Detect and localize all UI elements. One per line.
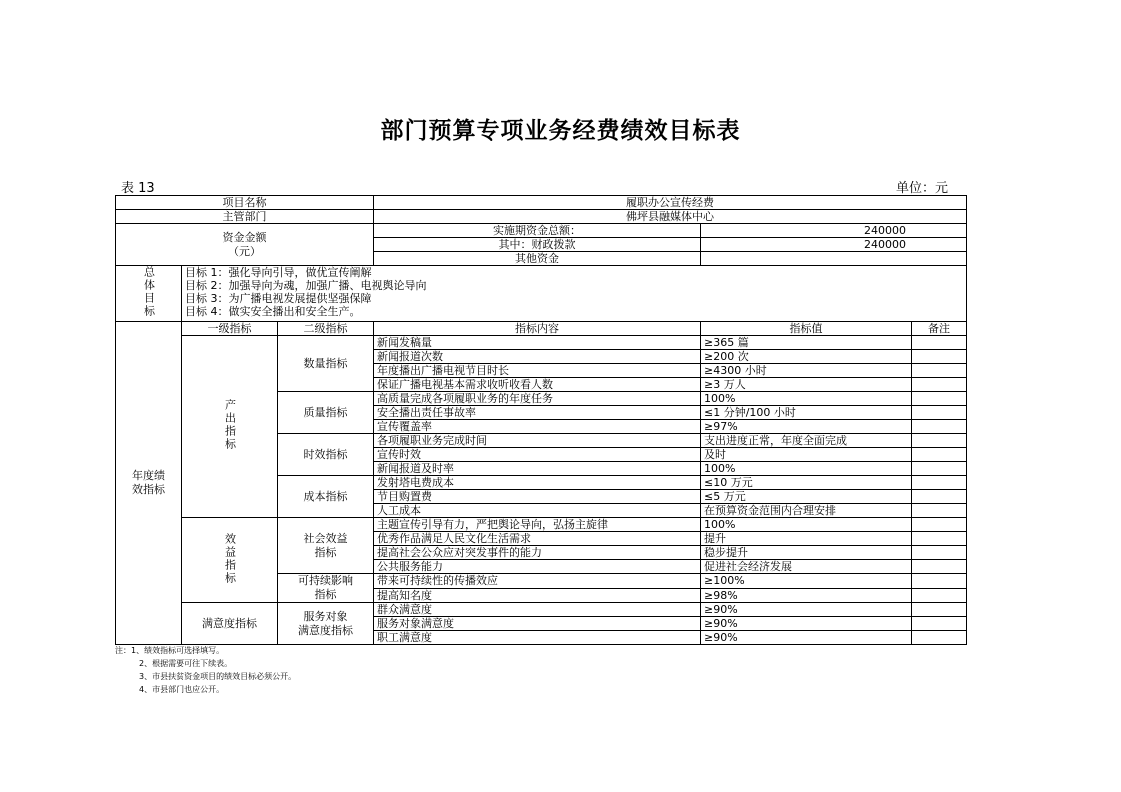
remark-cell	[912, 617, 967, 631]
indicator-content: 服务对象满意度	[374, 617, 701, 631]
remark-cell	[912, 392, 967, 406]
goal-4: 目标 4：做实安全播出和安全生产。	[185, 305, 361, 318]
indicator-content: 公共服务能力	[374, 560, 701, 574]
overall-label-cell	[116, 266, 182, 322]
header-level1: 一级指标	[182, 322, 278, 336]
output-label: 产出指标	[223, 399, 237, 451]
project-label: 项目名称	[116, 196, 374, 210]
indicator-value: 100%	[701, 518, 912, 532]
indicator-value: ≥365 篇	[701, 336, 912, 350]
funds-label	[116, 224, 374, 266]
indicator-value: ≥4300 小时	[701, 364, 912, 378]
dept-row	[116, 210, 967, 224]
remark-cell	[912, 603, 967, 617]
satisfaction-label: 满意度指标	[182, 603, 278, 645]
cost-label: 成本指标	[278, 476, 374, 518]
indicator-content: 人工成本	[374, 504, 701, 518]
goal-2: 目标 2：加强导向为魂，加强广播、电视舆论导向	[185, 279, 427, 292]
indicator-content: 发射塔电费成本	[374, 476, 701, 490]
timeliness-label: 时效指标	[278, 434, 374, 476]
remark-cell	[912, 476, 967, 490]
indicator-content: 节目购置费	[374, 490, 701, 504]
goal-3: 目标 3：为广播电视发展提供坚强保障	[185, 292, 372, 305]
funds-other-value	[701, 252, 967, 266]
annual-label: 年度绩效指标	[132, 469, 165, 496]
funds-row	[116, 224, 967, 238]
unit-label: 单位：元	[896, 181, 949, 196]
indicator-content: 提高知名度	[374, 588, 701, 603]
dept-value: 佛坪县融媒体中心	[374, 210, 967, 224]
remark-cell	[912, 420, 967, 434]
indicator-value: ≤5 万元	[701, 490, 912, 504]
output-label-cell	[182, 336, 278, 518]
sustain-label	[278, 574, 374, 603]
quality-label: 质量指标	[278, 392, 374, 434]
indicator-content: 保证广播电视基本需求收听收看人数	[374, 378, 701, 392]
benefit-label: 效益指标	[223, 532, 237, 585]
remark-cell	[912, 574, 967, 589]
header-level2: 二级指标	[278, 322, 374, 336]
funds-other-label: 其他资金	[374, 252, 701, 266]
remark-cell	[912, 378, 967, 392]
remark-cell	[912, 350, 967, 364]
header-content: 指标内容	[374, 322, 701, 336]
indicator-value: ≥90%	[701, 617, 912, 631]
indicator-value: 100%	[701, 392, 912, 406]
overall-goals-row	[116, 266, 967, 322]
overall-label: 总体目标	[142, 266, 156, 318]
indicator-content: 提高社会公众应对突发事件的能力	[374, 546, 701, 560]
header-value: 指标值	[701, 322, 912, 336]
footnote: 2、根据需要可往下续表。	[139, 659, 233, 668]
project-value: 履职办公宣传经费	[374, 196, 967, 210]
indicator-value: 提升	[701, 532, 912, 546]
remark-cell	[912, 560, 967, 574]
indicator-content: 群众满意度	[374, 603, 701, 617]
funds-fiscal-label: 其中：财政拨款	[374, 238, 701, 252]
indicator-value: 稳步提升	[701, 546, 912, 560]
quantity-label: 数量指标	[278, 336, 374, 392]
indicator-value: 在预算资金范围内合理安排	[701, 504, 912, 518]
table-row	[116, 518, 967, 532]
header-remark: 备注	[912, 322, 967, 336]
annual-label-cell	[116, 322, 182, 645]
indicator-value: 及时	[701, 448, 912, 462]
satisfaction-sub-line2: 满意度指标	[298, 623, 353, 637]
indicator-value: ≥90%	[701, 603, 912, 617]
footnote: 3、市县扶贫资金项目的绩效目标必须公开。	[139, 672, 297, 681]
remark-cell	[912, 546, 967, 560]
indicator-content: 优秀作品满足人民文化生活需求	[374, 532, 701, 546]
header-row	[116, 322, 967, 336]
indicator-value: ≥97%	[701, 420, 912, 434]
funds-fiscal-value: 240000	[701, 238, 967, 252]
remark-cell	[912, 364, 967, 378]
indicator-content: 新闻报道次数	[374, 350, 701, 364]
table-row	[116, 336, 967, 350]
remark-cell	[912, 434, 967, 448]
remark-cell	[912, 448, 967, 462]
indicator-content: 宣传时效	[374, 448, 701, 462]
footnote: 4、市县部门也应公开。	[139, 685, 225, 694]
indicator-value: ≥98%	[701, 588, 912, 603]
remark-cell	[912, 631, 967, 645]
footnotes	[115, 644, 296, 696]
indicator-value: 支出进度正常，年度全面完成	[701, 434, 912, 448]
indicator-content: 各项履职业务完成时间	[374, 434, 701, 448]
footnote: 注：1、绩效指标可选择填写。	[115, 646, 225, 655]
indicator-content: 安全播出责任事故率	[374, 406, 701, 420]
social-label-line1: 社会效益	[303, 531, 348, 545]
remark-cell	[912, 490, 967, 504]
social-label-line2: 指标	[314, 545, 337, 559]
indicator-value: ≤10 万元	[701, 476, 912, 490]
indicator-content: 新闻发稿量	[374, 336, 701, 350]
indicator-value: 促进社会经济发展	[701, 560, 912, 574]
indicator-value: ≥3 万人	[701, 378, 912, 392]
satisfaction-sub-line1: 服务对象	[303, 609, 348, 623]
indicator-value: ≤1 分钟/100 小时	[701, 406, 912, 420]
indicator-value: ≥90%	[701, 631, 912, 645]
indicator-content: 职工满意度	[374, 631, 701, 645]
indicator-value: ≥200 次	[701, 350, 912, 364]
social-label	[278, 518, 374, 574]
indicator-content: 主题宣传引导有力，严把舆论导向，弘扬主旋律	[374, 518, 701, 532]
funds-total-value: 240000	[701, 224, 967, 238]
indicator-content: 带来可持续性的传播效应	[374, 574, 701, 589]
funds-label-line1: 资金金额	[222, 230, 267, 244]
overall-goals	[182, 266, 967, 322]
remark-cell	[912, 532, 967, 546]
indicator-content: 新闻报道及时率	[374, 462, 701, 476]
remark-cell	[912, 518, 967, 532]
table-number: 表 13	[121, 181, 155, 196]
indicator-content: 年度播出广播电视节目时长	[374, 364, 701, 378]
dept-label: 主管部门	[116, 210, 374, 224]
indicator-content: 高质量完成各项履职业务的年度任务	[374, 392, 701, 406]
remark-cell	[912, 406, 967, 420]
benefit-label-cell	[182, 518, 278, 603]
indicator-content: 宣传覆盖率	[374, 420, 701, 434]
table-row	[116, 603, 967, 617]
satisfaction-sub-label	[278, 603, 374, 645]
remark-cell	[912, 462, 967, 476]
page-title: 部门预算专项业务经费绩效目标表	[380, 117, 741, 144]
remark-cell	[912, 336, 967, 350]
funds-total-label: 实施期资金总额：	[374, 224, 701, 238]
project-row	[116, 196, 967, 210]
sustain-label-line1: 可持续影响	[298, 574, 353, 587]
goal-1: 目标 1：强化导向引导，做优宣传阐解	[185, 266, 372, 279]
sustain-label-line2: 指标	[314, 588, 337, 601]
performance-table	[115, 195, 967, 645]
funds-label-line2: （元）	[228, 244, 261, 258]
remark-cell	[912, 504, 967, 518]
remark-cell	[912, 588, 967, 603]
indicator-value: ≥100%	[701, 574, 912, 589]
indicator-value: 100%	[701, 462, 912, 476]
